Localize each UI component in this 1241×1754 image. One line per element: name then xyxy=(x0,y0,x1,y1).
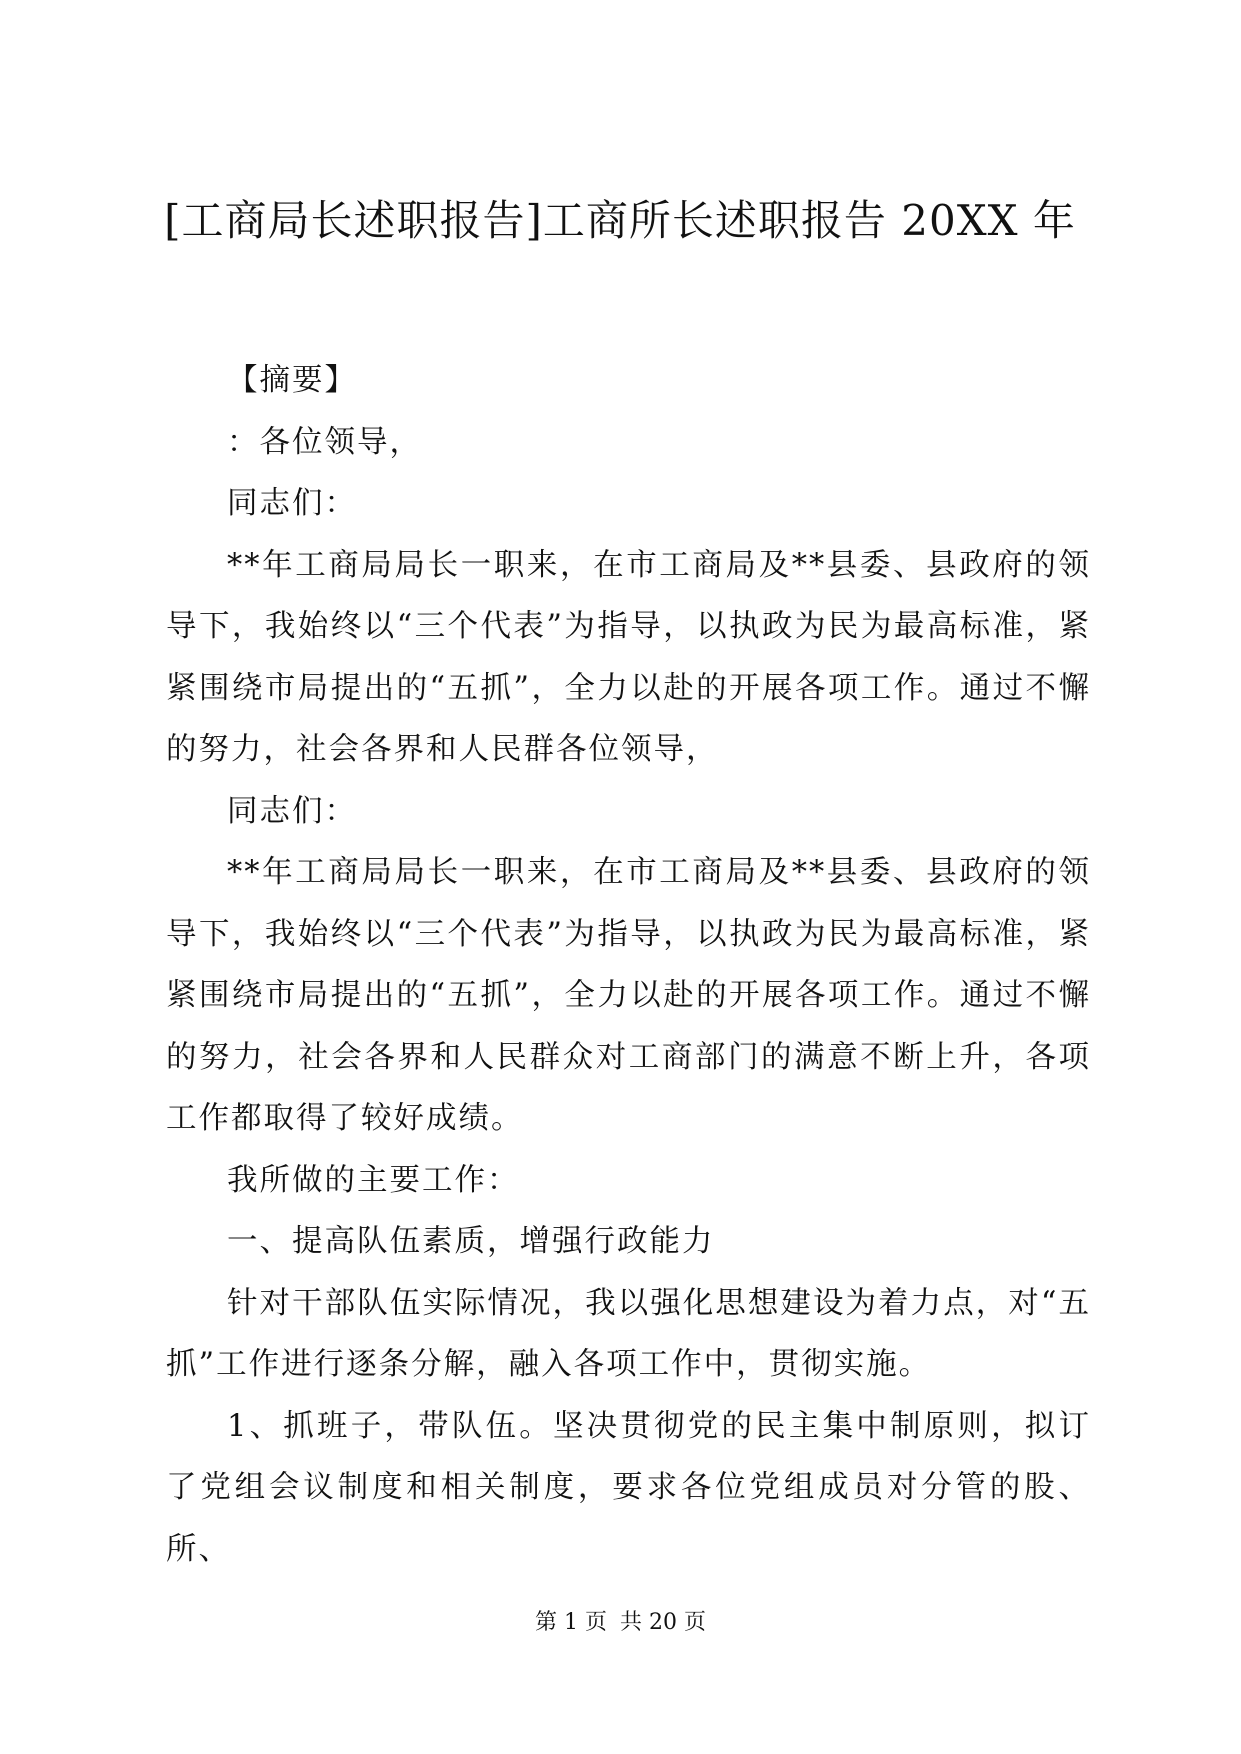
paragraph-item-1: 1、抓班子，带队伍。坚决贯彻党的民主集中制原则，拟订了党组会议制度和相关制度，要求各位党组成员对分管的股、所、 xyxy=(166,1408,1091,1567)
document-body xyxy=(166,350,1091,1580)
paragraph-main-work: 我所做的主要工作： xyxy=(227,1162,520,1198)
page-number: 第 1 页 xyxy=(535,1610,607,1635)
section-heading-1: 一、提高队伍素质，增强行政能力 xyxy=(227,1224,715,1259)
paragraph-summary-heading: 【摘要】 xyxy=(227,363,357,398)
paragraph-team-situation: 针对干部队伍实际情况，我以强化思想建设为着力点，对“五抓”工作进行逐条分解，融入各项工作中，贯彻实施。 xyxy=(166,1285,1091,1382)
document-title: [工商局长述职报告]工商所长述职报告 20XX 年 xyxy=(164,196,1076,245)
paragraph-comrades: 同志们： xyxy=(227,486,357,521)
paragraph-intro: **年工商局局长一职来，在市工商局及**县委、县政府的领导下，我始终以“三个代表”为指导，以执政为民为最高标准，紧紧围绕市局提出的“五抓”，全力以赴的开展各项工作。通过不懈的努力，社会各界和人民群各位领导， xyxy=(166,547,1091,767)
page-footer xyxy=(0,1608,1241,1638)
page-total: 共 20 页 xyxy=(620,1610,706,1635)
paragraph-salutation: ：各位领导， xyxy=(227,424,422,460)
paragraph-comrades-repeat: 同志们： xyxy=(227,793,357,829)
paragraph-intro-full: **年工商局局长一职来，在市工商局及**县委、县政府的领导下，我始终以“三个代表”为指导，以执政为民为最高标准，紧紧围绕市局提出的“五抓”，全力以赴的开展各项工作。通过不懈的努力，社会各界和人民群众对工商部门的满意不断上升，各项工作都取得了较好成绩。 xyxy=(166,855,1091,1136)
